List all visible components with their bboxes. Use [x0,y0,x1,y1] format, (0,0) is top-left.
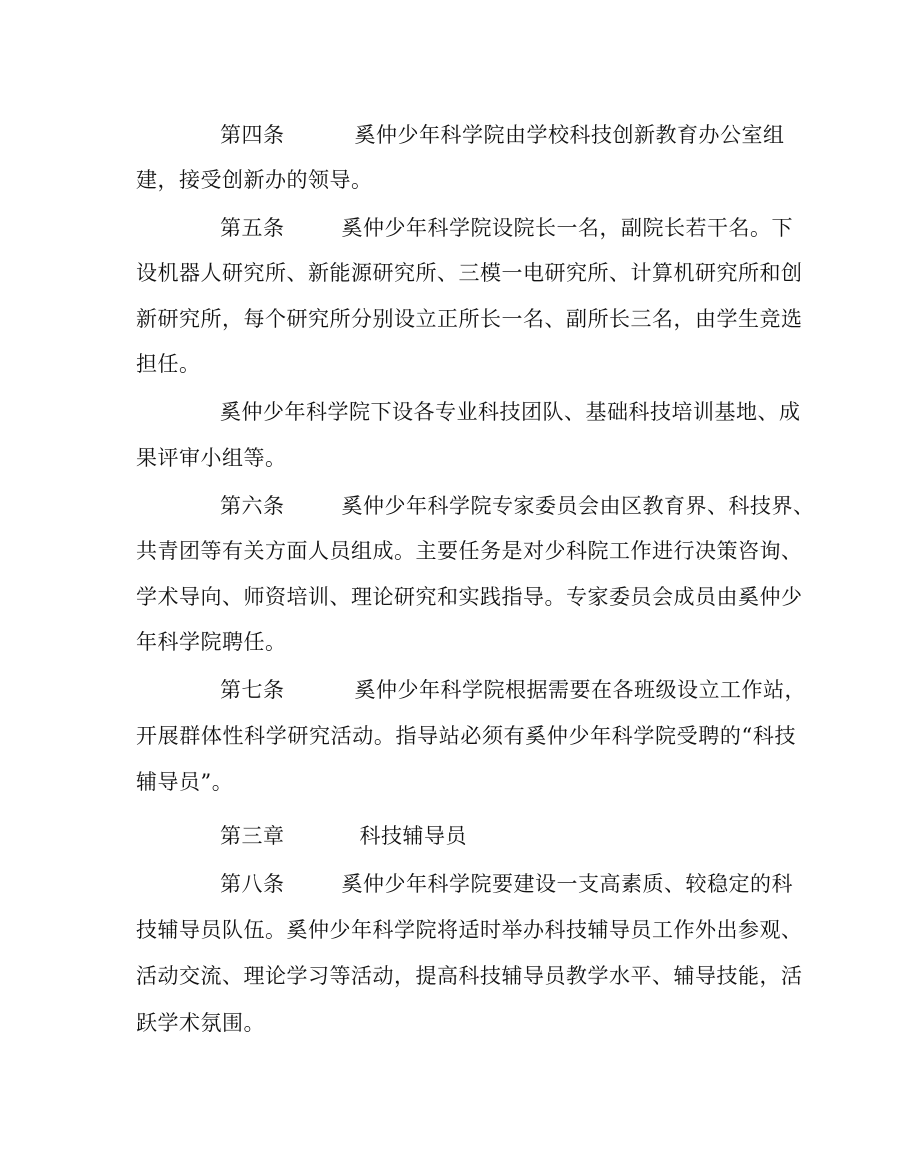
chapter-3-label: 第三章 [220,824,285,848]
chapter-3-title: 科技辅导员 [359,824,467,848]
article-6-label: 第六条 [220,494,285,518]
extra-paragraph-line-2: 果评审小组等。 [136,446,287,470]
article-7-line-3: 辅导员”。 [136,770,234,794]
article-6-line-2: 共青团等有关方面人员组成。主要任务是对少科院工作进行决策咨询、 [136,539,803,563]
article-6-line-3: 学术导向、师资培训、理论研究和实践指导。专家委员会成员由奚仲少 [136,585,803,609]
article-4-label: 第四条 [220,123,285,147]
article-5-line-3: 新研究所，每个研究所分别设立正所长一名、副所长三名，由学生竞选 [136,307,803,331]
article-8-line-1 [220,862,796,906]
article-5-label: 第五条 [220,216,285,240]
article-4-line-1 [220,113,796,157]
article-8-line-3: 活动交流、理论学习等活动，提高科技辅导员教学水平、辅导技能，活 [136,964,803,988]
article-7-text-1: 奚仲少年科学院根据需要在各班级设立工作站， [354,678,806,702]
article-7-line-1 [220,668,806,712]
article-7-label: 第七条 [220,678,285,702]
article-8-line-4: 跃学术氛围。 [136,1011,265,1035]
article-5-line-1 [220,206,796,250]
article-8-line-2: 技辅导员队伍。奚仲少年科学院将适时举办科技辅导员工作外出参观、 [136,918,803,942]
article-5-text-1: 奚仲少年科学院设院长一名，副院长若干名。下 [341,216,793,240]
article-6-line-4: 年科学院聘任。 [136,630,287,654]
article-7-line-2: 开展群体性科学研究活动。指导站必须有奚仲少年科学院受聘的“科技 [136,724,796,748]
extra-paragraph-line-1: 奚仲少年科学院下设各专业科技团队、基础科技培训基地、成 [220,400,801,424]
article-5-line-4: 担任。 [136,352,201,376]
article-8-label: 第八条 [220,872,285,896]
article-4-text-1: 奚仲少年科学院由学校科技创新教育办公室组 [354,123,785,147]
article-5-line-2: 设机器人研究所、新能源研究所、三模一电研究所、计算机研究所和创 [136,261,803,285]
article-8-text-1: 奚仲少年科学院要建设一支高素质、较稳定的科 [341,872,793,896]
article-6-line-1 [220,484,815,528]
article-4-line-2: 建，接受创新办的领导。 [136,168,373,192]
chapter-3-heading [220,814,796,858]
article-6-text-1: 奚仲少年科学院专家委员会由区教育界、科技界、 [341,494,815,518]
